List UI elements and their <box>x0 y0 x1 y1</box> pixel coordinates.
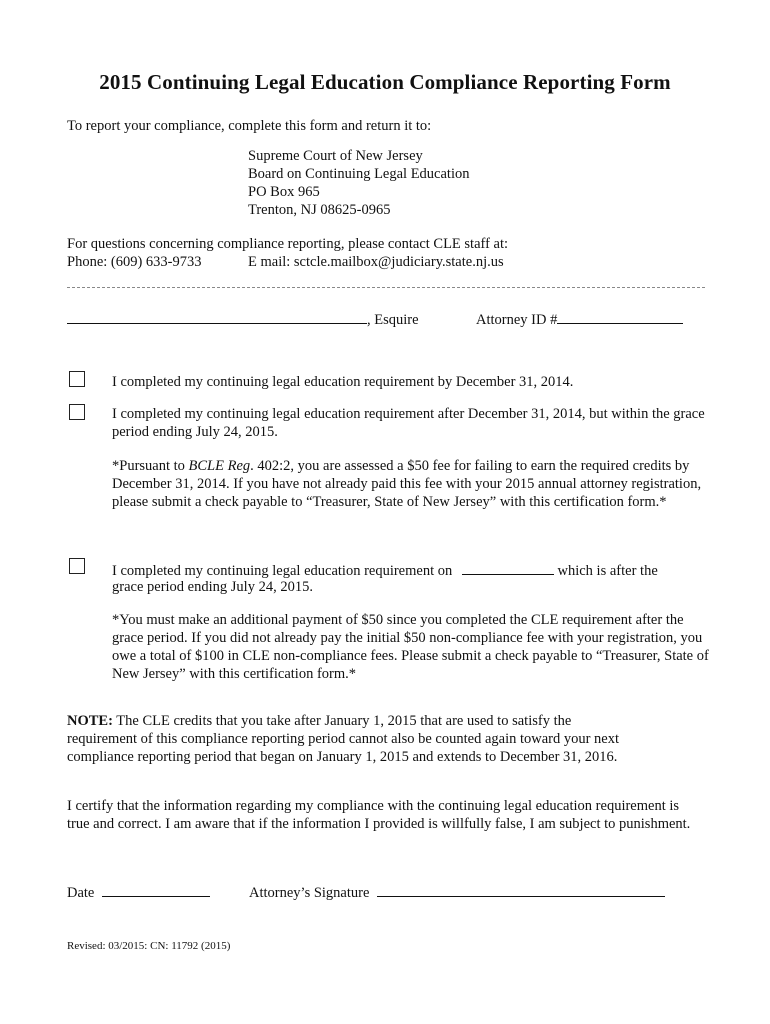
page-title: 2015 Continuing Legal Education Compliance Reporting Form <box>99 70 671 94</box>
option-3-line1 <box>112 560 658 580</box>
compliance-note <box>67 712 643 766</box>
signature-label: Attorney’s Signature <box>249 885 370 901</box>
option-3-text-before: I completed my continuing legal education requirement on <box>112 563 453 579</box>
attorney-id-row <box>476 309 683 329</box>
address-line: Trenton, NJ 08625-0965 <box>248 202 391 218</box>
address-line: PO Box 965 <box>248 184 320 200</box>
checkbox-completed-in-grace-period[interactable] <box>69 404 85 420</box>
revision-footer: Revised: 03/2015: CN: 11792 (2015) <box>67 940 231 952</box>
fee-note-rest: . 402:2, you are assessed a $50 fee for failing to earn the required credits by December 31, 2014. If you have not already paid this fee with your 2015 annual attorney registration, please submit a check payable to “Treasurer, State of New Jersey” with this certification form.* <box>112 458 702 510</box>
signature-row <box>249 882 665 902</box>
contact-intro: For questions concerning compliance reporting, please contact CLE staff at: <box>67 236 509 252</box>
attorney-name-row <box>67 309 419 329</box>
option-1-text: I completed my continuing legal education requirement by December 31, 2014. <box>112 374 574 390</box>
contact-email: E mail: sctcle.mailbox@judiciary.state.nj.us <box>248 254 504 270</box>
attorney-name-field[interactable] <box>67 309 367 324</box>
attorney-id-label: Attorney ID # <box>476 312 558 328</box>
option-2-fee-note <box>112 457 710 511</box>
address-line: Supreme Court of New Jersey <box>248 148 423 164</box>
option-3-line2: grace period ending July 24, 2015. <box>112 579 313 595</box>
checkbox-completed-after-grace-period[interactable] <box>69 558 85 574</box>
option-2-text: I completed my continuing legal education requirement after December 31, 2014, but within the grace period ending July 24, 2015. <box>112 406 705 440</box>
address-line: Board on Continuing Legal Education <box>248 166 470 182</box>
certification-text: I certify that the information regarding my compliance with the continuing legal education requirement is true and correct. I am aware that if the information I provided is willfully false, I am subject to punishment. <box>67 798 691 832</box>
attorney-id-field[interactable] <box>557 309 683 324</box>
date-field[interactable] <box>102 882 210 897</box>
date-label: Date <box>67 885 95 901</box>
checkbox-completed-by-deadline[interactable] <box>69 371 85 387</box>
completion-date-field[interactable] <box>462 560 554 575</box>
fee-note-reg: BCLE Reg <box>188 458 251 474</box>
intro-text: To report your compliance, complete this form and return it to: <box>67 118 432 134</box>
contact-phone: Phone: (609) 633-9733 <box>67 254 202 270</box>
fee-note-prefix: *Pursuant to <box>112 458 189 474</box>
option-3-text-after: which is after the <box>557 563 658 579</box>
dashed-divider <box>67 287 705 288</box>
date-row <box>67 882 210 902</box>
note-text: The CLE credits that you take after January 1, 2015 that are used to satisfy the requirement of this compliance reporting period cannot also be counted again toward your next compliance reporting period that began on January 1, 2015 and extends to December 31, 2016. <box>67 713 620 765</box>
note-label: NOTE: <box>67 713 113 729</box>
esquire-label: , Esquire <box>367 312 419 328</box>
option-3-fee-note: *You must make an additional payment of $50 since you completed the CLE requirement after the grace period. If you did not already pay the initial $50 non-compliance fee with your registration, you owe a total of $100 in CLE non-compliance fees. Please submit a check payable to “Treasurer, State of New Jersey” with this certification form.* <box>112 612 709 682</box>
signature-field[interactable] <box>377 882 665 897</box>
